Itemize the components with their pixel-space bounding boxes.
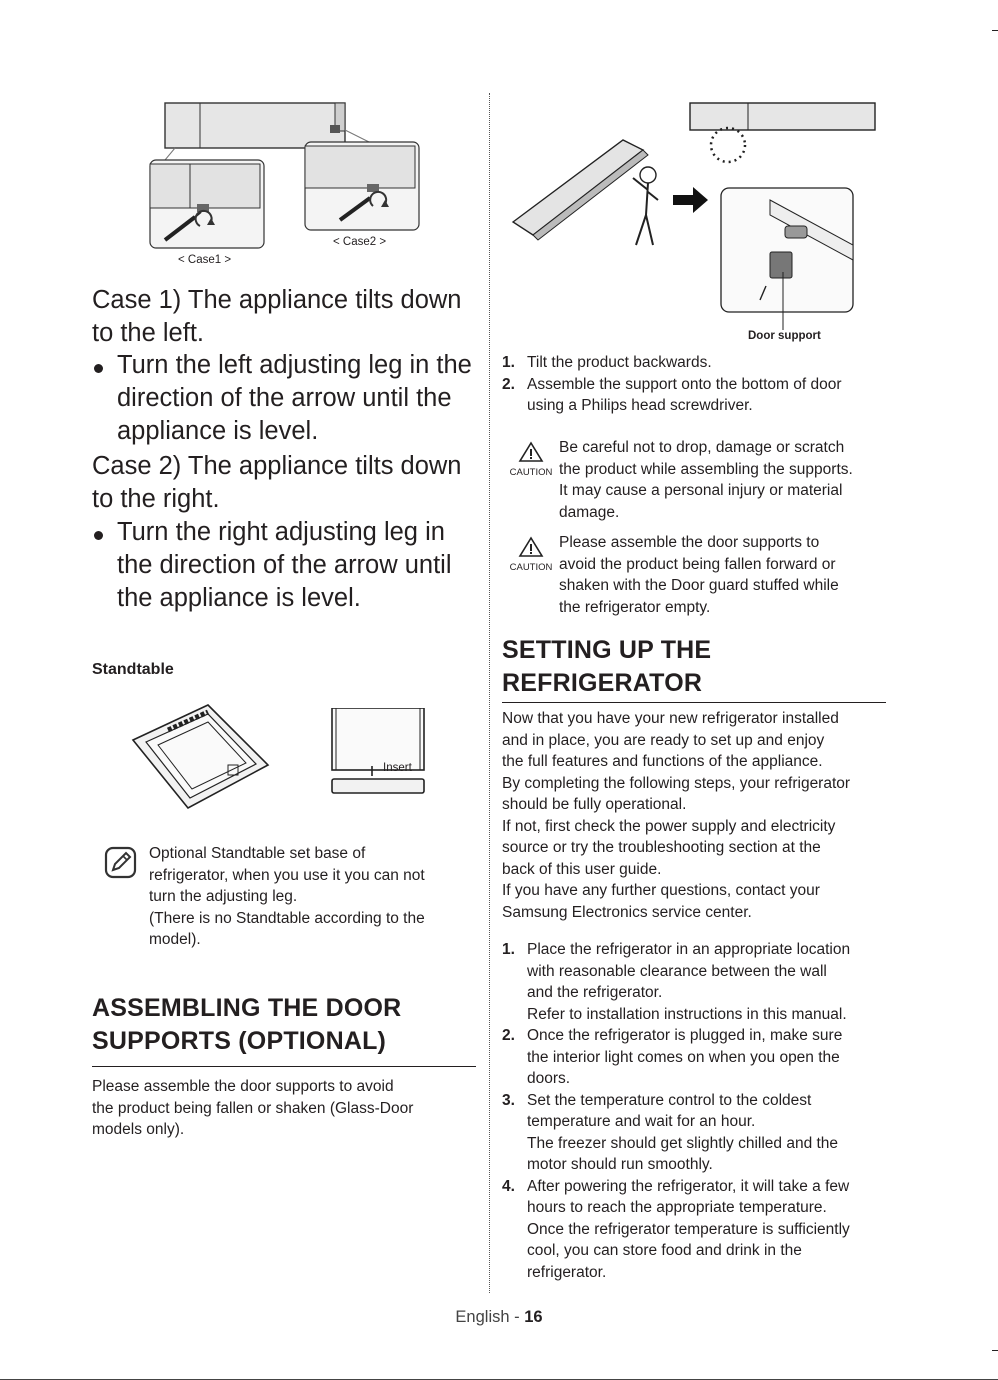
caution-icon [503,437,559,523]
standtable-illustration [128,700,273,812]
step-line: Place the refrigerator in an appropriate location [527,941,851,958]
assembling-heading [92,992,482,1057]
step-line: Set the temperature control to the coldest [527,1091,812,1109]
step-text [527,374,892,417]
list-item [502,1025,894,1090]
caution-line: damage. [559,503,620,521]
step-line: doors. [527,1070,571,1087]
caution-line: It may cause a personal injury or material [559,482,843,499]
leveling-leg-illustration [145,100,425,275]
page-footer [0,1308,998,1327]
step-number: 2. [502,1027,515,1044]
step-line: temperature and wait for an hour. [527,1113,756,1130]
step-line: with reasonable clearance between the wall [527,962,827,980]
note-line: model). [149,931,201,948]
step-number: 2. [502,375,515,393]
step-line: Tilt the product backwards. [527,354,712,371]
intro-line: If not, first check the power supply and electricity [502,817,836,835]
case2-bullet-line1: Turn the right adjusting leg in [117,518,445,546]
warning-triangle-icon [518,441,544,463]
caution-word: CAUTION [509,562,553,573]
door-support-label: Door support [748,330,821,342]
insert-label: Insert [383,762,412,774]
caution-line: Be careful not to drop, damage or scratch [559,439,845,456]
step-line: After powering the refrigerator, it will take a few [527,1177,850,1195]
case2-figure [305,142,419,230]
case1-bullet [92,349,482,448]
step-line: Once the refrigerator temperature is sufficiently [527,1220,850,1238]
case1-title-line1: Case 1) The appliance tilts down [92,286,462,314]
step-text [527,1090,894,1176]
case1-bullet-line1: Turn the left adjusting leg in the [117,351,472,379]
caution-line: the refrigerator empty. [559,598,711,616]
step-line: The freezer should get slightly chilled and the [527,1134,839,1152]
assembling-body-line: the product being fallen or shaken (Glass-Door [92,1099,414,1117]
heading-rule [92,1066,476,1067]
page-number: 16 [524,1308,543,1326]
setting-intro [502,708,894,923]
step-number: 1. [502,354,515,371]
case2-label: < Case2 > [333,236,387,248]
case1-figure [150,160,264,248]
column-divider [489,93,490,1293]
caution-2-text [559,532,893,618]
case2-title-line1: Case 2) The appliance tilts down [92,452,462,480]
case1-title-line2: to the left. [92,319,204,347]
assembling-body-line: models only). [92,1121,185,1138]
caution-1 [503,437,893,523]
case2-title [92,450,482,516]
list-item [502,1090,894,1176]
list-item [502,352,892,374]
list-item [502,939,894,1025]
assembling-heading-line2: SUPPORTS (OPTIONAL) [92,1026,387,1055]
tilt-steps [502,352,892,417]
bullet-dot [94,531,103,540]
case1-bullet-line3: appliance is level. [117,417,319,445]
step-line: and the refrigerator. [527,984,663,1001]
step-line: refrigerator. [527,1263,607,1281]
caution-line: the product while assembling the supports. [559,460,853,478]
setting-heading-line2: REFRIGERATOR [502,668,703,697]
case1-label: < Case1 > [178,254,232,266]
case2-title-line2: to the right. [92,485,220,513]
intro-line: and in place, you are ready to set up and enjoy [502,731,825,749]
note-line: (There is no Standtable according to the [149,909,425,927]
note-line: Optional Standtable set base of [149,845,366,862]
intro-line: If you have any further questions, contact your [502,882,820,899]
caution-word: CAUTION [509,467,553,478]
heading-rule [502,702,886,703]
step-number: 4. [502,1177,515,1195]
step-line: using a Philips head screwdriver. [527,397,753,414]
caution-icon [503,532,559,618]
intro-line: should be fully operational. [502,796,687,813]
case2-bullet [92,516,482,615]
case1-title [92,284,482,350]
setup-steps [502,939,894,1283]
assembling-heading-line1: ASSEMBLING THE DOOR [92,994,402,1022]
caution-2 [503,532,893,618]
caution-line: avoid the product being fallen forward or [559,555,836,573]
door-support-illustration [508,100,883,330]
step-line: the interior light comes on when you open the [527,1048,840,1066]
intro-line: back of this user guide. [502,860,662,878]
step-line: motor should run smoothly. [527,1156,713,1173]
intro-line: the full features and functions of the appliance. [502,753,823,770]
insert-illustration [328,708,428,796]
intro-line: Now that you have your new refrigerator installed [502,710,839,727]
bullet-dot [94,364,103,373]
intro-line: Samsung Electronics service center. [502,903,752,921]
setting-heading [502,634,892,699]
case2-bullet-line2: the direction of the arrow until [117,551,452,579]
note-line: turn the adjusting leg. [149,888,298,905]
step-line: Once the refrigerator is plugged in, make sure [527,1027,843,1044]
step-line: Refer to installation instructions in this manual. [527,1005,847,1023]
step-line: cool, you can store food and drink in the [527,1242,802,1259]
step-number: 1. [502,941,515,958]
step-text [527,939,894,1025]
caution-line: Please assemble the door supports to [559,534,820,551]
standtable-heading: Standtable [92,661,174,678]
caution-line: shaken with the Door guard stuffed while [559,577,839,594]
caution-1-text [559,437,893,523]
case1-bullet-line2: direction of the arrow until the [117,384,452,412]
note-icon [104,846,137,879]
note-line: refrigerator, when you use it you can not [149,866,425,884]
step-number: 3. [502,1091,515,1109]
list-item [502,374,892,417]
step-text [527,1176,894,1284]
step-line: Assemble the support onto the bottom of door [527,375,842,393]
footer-language: English - [455,1308,525,1326]
list-item [502,1176,894,1284]
step-text [527,1025,894,1090]
intro-line: source or try the troubleshooting section at the [502,839,821,856]
assembling-body [92,1076,482,1141]
step-line: hours to reach the appropriate temperature. [527,1199,827,1216]
intro-line: By completing the following steps, your refrigerator [502,774,851,792]
step-text [527,352,892,374]
assembling-body-line: Please assemble the door supports to avoid [92,1078,394,1095]
crop-mark [992,1350,998,1351]
warning-triangle-icon [518,536,544,558]
crop-mark [992,30,998,31]
note-text [149,843,479,951]
case2-bullet-line3: the appliance is level. [117,584,361,612]
setting-heading-line1: SETTING UP THE [502,636,712,664]
